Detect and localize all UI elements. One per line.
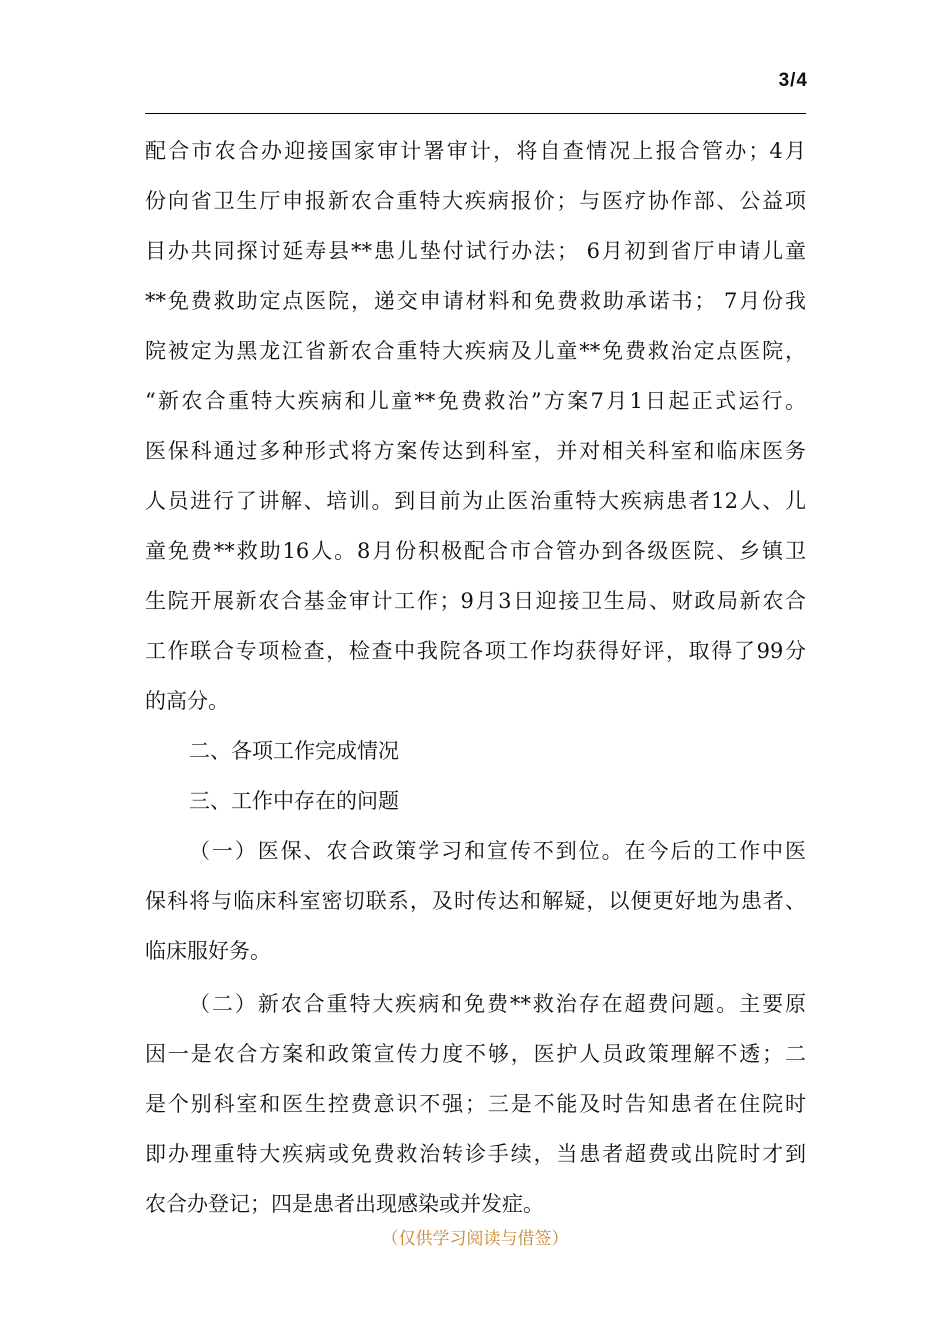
text-line: 保科将与临床科室密切联系，及时传达和解疑，以便更好地为患者、: [145, 889, 806, 913]
text-line: 因一是农合方案和政策宣传力度不够，医护人员政策理解不透；二: [145, 1042, 806, 1066]
document-body: [145, 126, 806, 1229]
footer-note: （仅供学习阅读与借签）: [381, 1229, 569, 1249]
text-line: 配合市农合办迎接国家审计署审计，将自查情况上报合管办；4月: [145, 139, 806, 163]
text-line: 目办共同探讨延寿县**患儿垫付试行办法； 6月初到省厅申请儿童: [145, 239, 806, 263]
text-line: 份向省卫生厅申报新农合重特大疾病报价；与医疗协作部、公益项: [145, 189, 806, 213]
text-line: 院被定为黑龙江省新农合重特大疾病及儿童**免费救治定点医院，: [145, 339, 806, 363]
text-line: **免费救助定点医院，递交申请材料和免费救助承诺书； 7月份我: [145, 289, 806, 313]
text-line: 即办理重特大疾病或免费救治转诊手续，当患者超费或出院时才到: [145, 1142, 806, 1166]
page-number: 3/4: [778, 70, 808, 91]
text-line: 生院开展新农合基金审计工作；9月3日迎接卫生局、财政局新农合: [145, 589, 806, 613]
text-line: 是个别科室和医生控费意识不强；三是不能及时告知患者在住院时: [145, 1092, 806, 1116]
text-line: 童免费**救助16人。8月份积极配合市合管办到各级医院、乡镇卫: [145, 539, 806, 563]
text-line: （二）新农合重特大疾病和免费**救治存在超费问题。主要原: [189, 992, 806, 1016]
text-line: 医保科通过多种形式将方案传达到科室，并对相关科室和临床医务: [145, 439, 806, 463]
text-line: 人员进行了讲解、培训。到目前为止医治重特大疾病患者12人、儿: [145, 489, 806, 513]
text-line: 二、各项工作完成情况: [189, 739, 399, 763]
text-line: 三、工作中存在的问题: [189, 789, 399, 813]
text-line: 的高分。: [145, 689, 229, 713]
text-line: “新农合重特大疾病和儿童**免费救治”方案7月1日起正式运行。: [145, 389, 806, 413]
text-line: 工作联合专项检查，检查中我院各项工作均获得好评，取得了99分: [145, 639, 806, 663]
text-line: （一）医保、农合政策学习和宣传不到位。在今后的工作中医: [189, 839, 806, 863]
text-line: 临床服好务。: [145, 939, 271, 963]
text-line: 农合办登记；四是患者出现感染或并发症。: [145, 1192, 544, 1216]
header-rule: [145, 113, 806, 114]
